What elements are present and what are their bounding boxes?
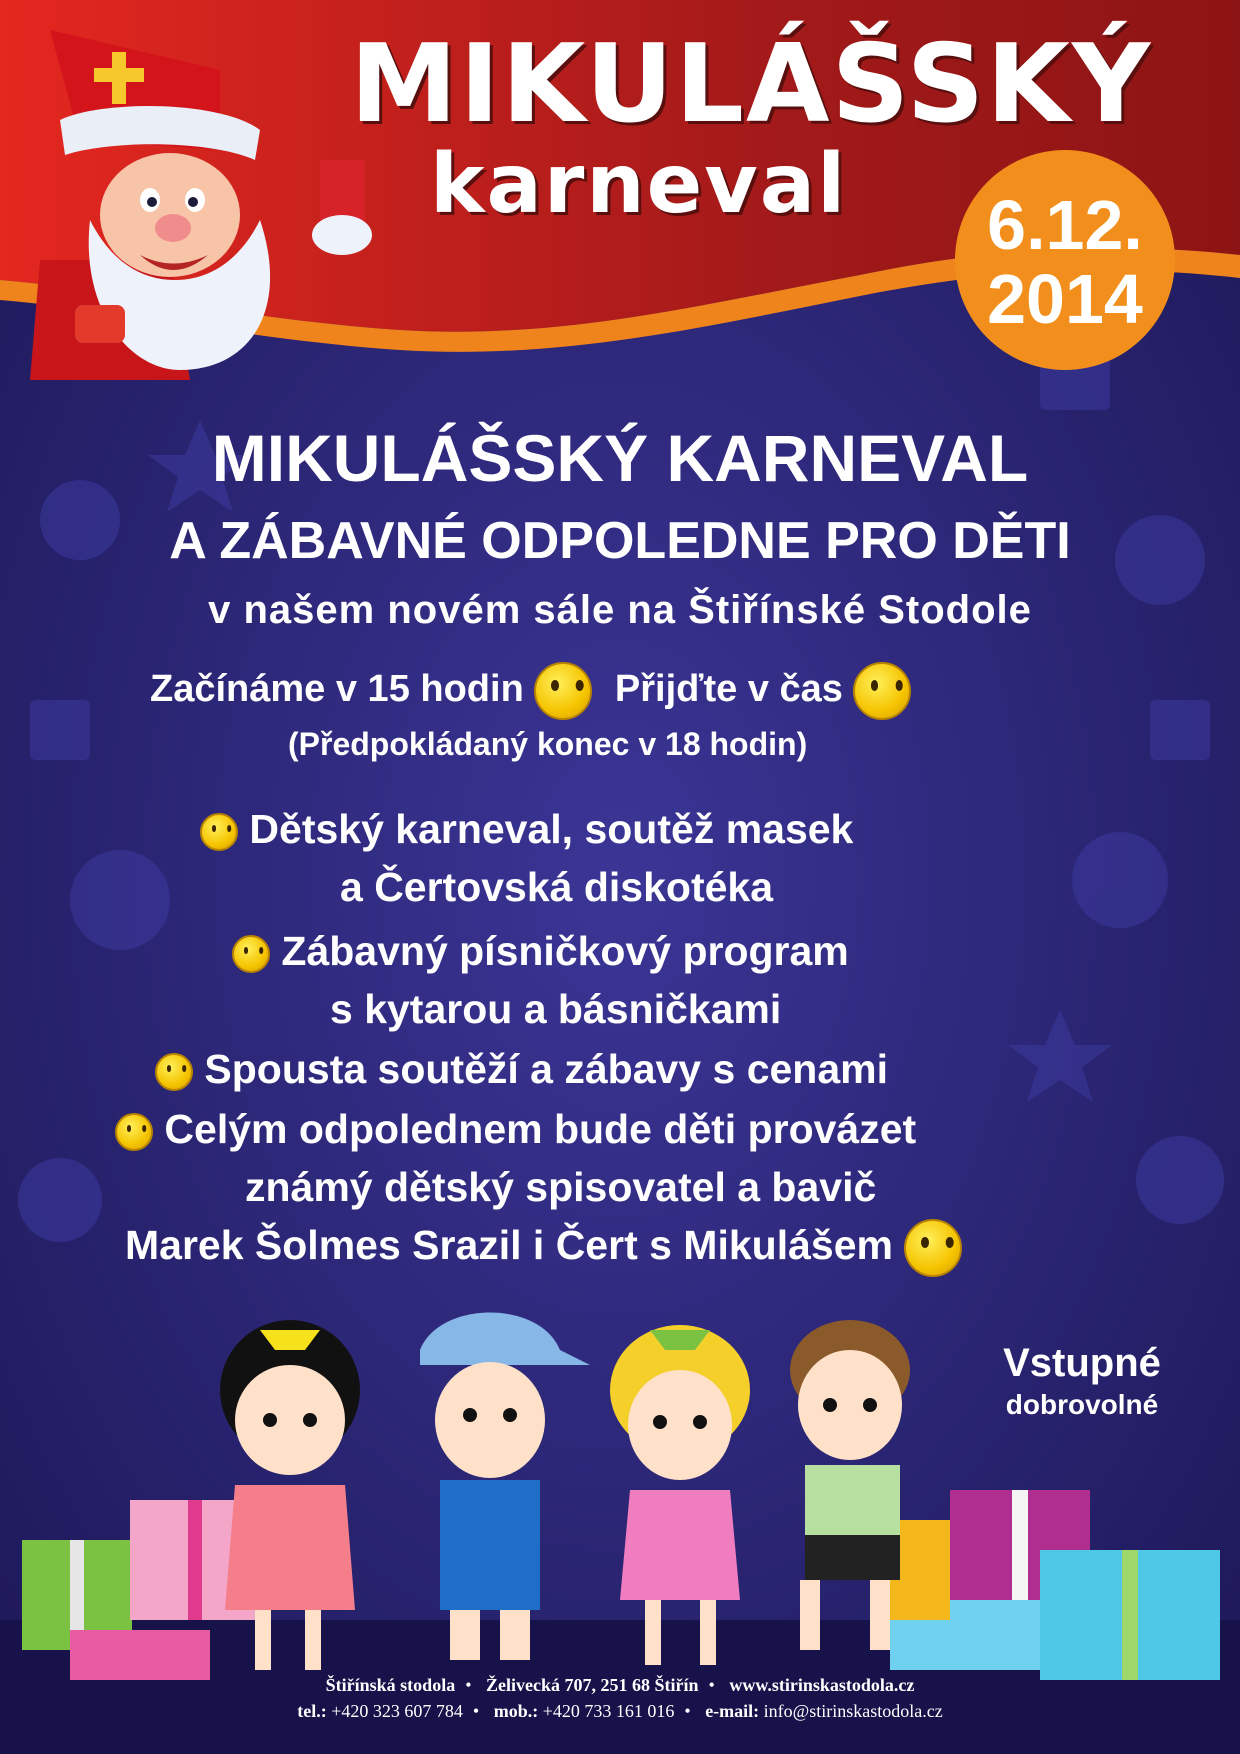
program-item-4-cont2: Marek Šolmes Srazil i Čert s Mikulášem xyxy=(125,1216,962,1277)
bullet-smiley-icon xyxy=(115,1113,153,1151)
schedule-end: (Předpokládaný konec v 18 hodin) xyxy=(288,726,808,762)
schedule-line xyxy=(150,662,911,720)
smiley-thumbs-up-icon xyxy=(853,662,911,720)
schedule-start: Začínáme v 15 hodin xyxy=(150,668,524,711)
date-year: 2014 xyxy=(987,260,1143,338)
footer-contact-line2: tel.: +420 323 607 784 • mob.: +420 733 161 016 • e-mail: info@stirinskastodola.cz xyxy=(297,1701,943,1721)
program-item-2-cont: s kytarou a básničkami xyxy=(330,986,782,1032)
footer-venue-name: Štiřínská stodola xyxy=(325,1675,456,1695)
smiley-icon xyxy=(534,662,592,720)
smiley-thumbs-up-icon xyxy=(904,1219,962,1277)
bullet-smiley-icon xyxy=(200,813,238,851)
footer-mob[interactable]: +420 733 161 016 xyxy=(542,1701,675,1721)
footer-website-link[interactable]: www.stirinskastodola.cz xyxy=(729,1675,915,1695)
header-title-line2: karneval xyxy=(430,137,848,232)
footer-tel-label: tel.: xyxy=(297,1701,327,1721)
children-and-gifts-illustration xyxy=(0,1310,1240,1680)
program-item-2: Zábavný písničkový program xyxy=(232,922,849,980)
program-item-1: Dětský karneval, soutěž masek xyxy=(200,800,853,858)
footer-address: Želivecká 707, 251 68 Štiřín xyxy=(486,1675,699,1695)
headline-venue: v našem novém sále na Štiřínské Stodole xyxy=(208,588,1032,632)
bullet-smiley-icon xyxy=(232,935,270,973)
footer-mob-label: mob.: xyxy=(493,1701,539,1721)
schedule-arrive: Přijďte v čas xyxy=(614,668,843,711)
bullet-smiley-icon xyxy=(155,1053,193,1091)
footer-tel[interactable]: +420 323 607 784 xyxy=(331,1701,463,1721)
footer-email-link[interactable]: info@stirinskastodola.cz xyxy=(763,1701,943,1721)
program-item-3: Spousta soutěží a zábavy s cenami xyxy=(155,1040,888,1098)
program-item-1-cont: a Čertovská diskotéka xyxy=(340,864,774,910)
date-day-month: 6.12. xyxy=(987,186,1143,264)
program-item-4: Celým odpolednem bude děti provázet xyxy=(115,1100,916,1158)
footer-email-label: e-mail: xyxy=(705,1701,760,1721)
entry-title: Vstupné xyxy=(1003,1341,1161,1385)
footer-contact-line1: Štiřínská stodola • Želivecká 707, 251 68 Štiřín • www.stirinskastodola.cz xyxy=(325,1675,915,1695)
headline-sub: A ZÁBAVNÉ ODPOLEDNE PRO DĚTI xyxy=(169,512,1071,570)
headline-main: MIKULÁŠSKÝ KARNEVAL xyxy=(211,421,1029,495)
header-title-line1: MIKULÁŠSKÝ xyxy=(350,22,1153,147)
santa-illustration xyxy=(20,10,400,380)
program-item-4-cont: známý dětský spisovatel a bavič xyxy=(245,1164,877,1210)
date-badge xyxy=(955,150,1175,370)
entry-subtitle: dobrovolné xyxy=(1005,1389,1159,1420)
